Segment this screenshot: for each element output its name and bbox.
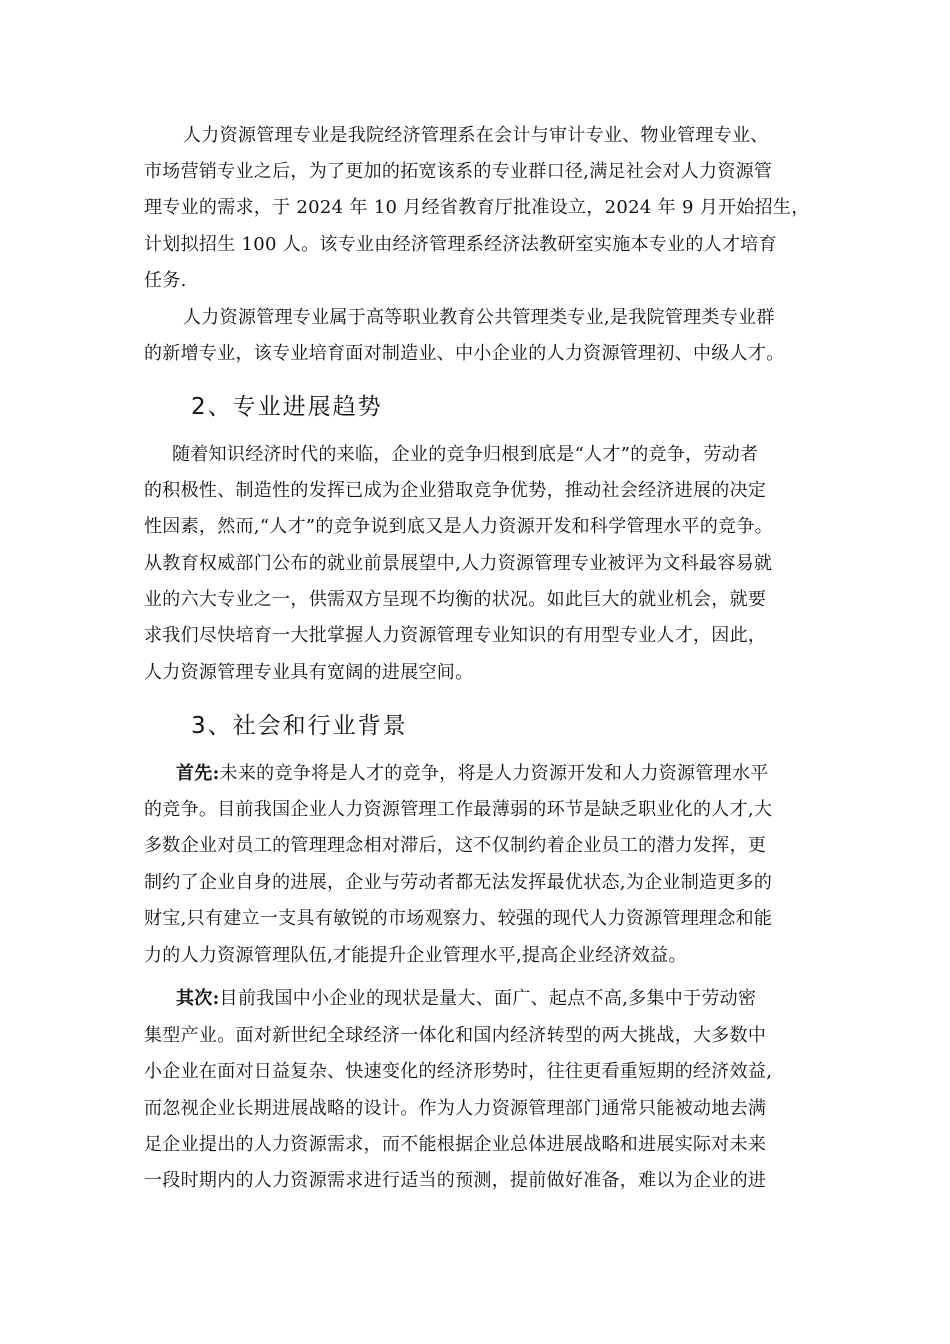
text-line: 随着知识经济时代的来临，企业的竞争归根到底是“人才”的竞争，劳动者 (172, 444, 759, 465)
second-label: 其次: (176, 988, 220, 1009)
text-line: 多数企业对员工的管理理念相对滞后，这不仅制约着企业员工的潜力发挥，更 (144, 835, 767, 856)
first-text: 未来的竞争将是人才的竞争，将是人力资源开发和人力资源管理水平 (219, 763, 769, 784)
text-line: 而忽视企业长期进展战略的设计。作为人力资源管理部门通常只能被动地去满 (144, 1098, 767, 1119)
text-line: 的新增专业，该专业培育面对制造业、中小企业的人力资源管理初、中级人才。 (144, 343, 785, 364)
text-line: 人力资源管理专业具有宽阔的进展空间。 (144, 662, 474, 683)
text-line (176, 987, 756, 1011)
second-text: 目前我国中小企业的现状是量大、面广、起点不高,多集中于劳动密 (219, 988, 757, 1009)
text-line: 市场营销专业之后，为了更加的拓宽该系的专业群口径,满足社会对人力资源管 (144, 161, 773, 182)
section-heading-background: 3、社会和行业背景 (191, 713, 408, 739)
text-line: 足企业提出的人力资源需求，而不能根据企业总体进展战略和进展实际对未来 (144, 1134, 767, 1155)
text-line: 力的人力资源管理队伍,才能提升企业管理水平,提高企业经济效益。 (144, 945, 687, 966)
text-line: 理专业的需求，于 2024 年 10 月经省教育厅批准设立，2024 年 9 月开始招生， (144, 197, 810, 218)
text-line: 业的六大专业之一，供需双方呈现不均衡的状况。如此巨大的就业机会，就要 (144, 589, 767, 610)
first-label: 首先: (176, 763, 220, 784)
text-line: 的积极性、制造性的发挥已成为企业猎取竞争优势，推动社会经济进展的决定 (144, 480, 767, 501)
text-line: 性因素，然而,“人才”的竞争说到底又是人力资源开发和科学管理水平的竞争。 (144, 516, 773, 537)
text-line: 一段时期内的人力资源需求进行适当的预测，提前做好准备，难以为企业的进 (144, 1170, 767, 1191)
text-line (176, 762, 769, 786)
text-line: 计划拟招生 100 人。该专业由经济管理系经济法教研室实施本专业的人才培育 (144, 234, 777, 255)
text-line: 财宝,只有建立一支具有敏锐的市场观察力、较强的现代人力资源管理理念和能 (144, 908, 773, 929)
text-line: 集型产业。面对新世纪全球经济一体化和国内经济转型的两大挑战，大多数中 (144, 1025, 767, 1046)
text-line: 任务. (144, 270, 187, 291)
text-line: 人力资源管理专业是我院经济管理系在会计与审计专业、物业管理专业、 (183, 125, 769, 146)
text-line: 从教育权威部门公布的就业前景展望中,人力资源管理专业被评为文科最容易就 (144, 553, 773, 574)
text-line: 的竞争。目前我国企业人力资源管理工作最薄弱的环节是缺乏职业化的人才,大 (144, 799, 773, 820)
text-line: 求我们尽快培育一大批掌握人力资源管理专业知识的有用型专业人才，因此， (144, 625, 767, 646)
text-line: 小企业在面对日益复杂、快速变化的经济形势时，往往更看重短期的经济效益, (144, 1061, 773, 1082)
text-line: 制约了企业自身的进展，企业与劳动者都无法发挥最优状态,为企业制造更多的 (144, 872, 773, 893)
section-heading-trend: 2、专业进展趋势 (191, 394, 383, 420)
text-line: 人力资源管理专业属于高等职业教育公共管理类专业,是我院管理类专业群 (183, 307, 775, 328)
